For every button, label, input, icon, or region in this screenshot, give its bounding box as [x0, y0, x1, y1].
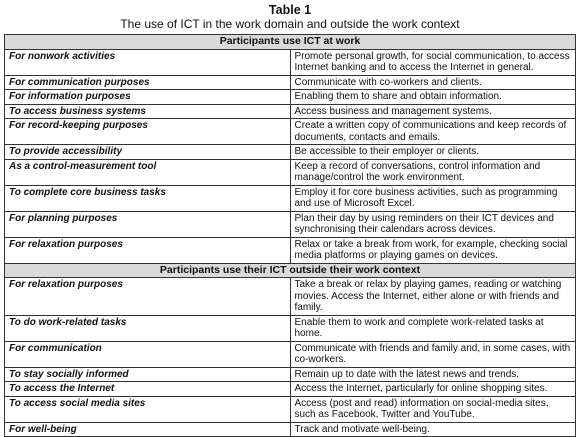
table-row [5, 185, 576, 211]
table-row [5, 237, 576, 263]
purpose-cell: To complete core business tasks [5, 185, 291, 211]
description-cell: Create a written copy of communications and keep records of documents, contacts and emails. [290, 119, 576, 145]
purpose-cell: For planning purposes [5, 211, 291, 237]
section-heading: Participants use their ICT outside their work context [5, 263, 576, 278]
table-row [5, 211, 576, 237]
description-cell: Enabling them to share and obtain information. [290, 90, 576, 105]
purpose-cell: To provide accessibility [5, 145, 291, 160]
purpose-cell: For information purposes [5, 90, 291, 105]
purpose-cell: For communication [5, 341, 291, 367]
table-row [5, 396, 576, 422]
description-cell: Access the Internet, particularly for online shopping sites. [290, 382, 576, 397]
description-cell: Communicate with co-workers and clients. [290, 75, 576, 90]
section-heading: Participants use ICT at work [5, 35, 576, 50]
purpose-cell: For well-being [5, 422, 291, 437]
table-row [5, 104, 576, 119]
table-row [5, 278, 576, 316]
purpose-cell: For nonwork activities [5, 49, 291, 75]
table-title-block [0, 0, 580, 31]
purpose-cell: To access business systems [5, 104, 291, 119]
table-row [5, 382, 576, 397]
purpose-cell: For relaxation purposes [5, 237, 291, 263]
description-cell: Communicate with friends and family and, in some cases, with co-workers. [290, 341, 576, 367]
section-header-row [5, 263, 576, 278]
description-cell: Plan their day by using reminders on their ICT devices and synchronising their calendars across devices. [290, 211, 576, 237]
table-row [5, 341, 576, 367]
purpose-cell: To stay socially informed [5, 367, 291, 382]
description-cell: Promote personal growth, for social communication, to access Internet banking and to access the Internet in general. [290, 49, 576, 75]
table-row [5, 49, 576, 75]
purpose-cell: As a control-measurement tool [5, 159, 291, 185]
purpose-cell: For relaxation purposes [5, 278, 291, 316]
table-row [5, 145, 576, 160]
purpose-cell: For record-keeping purposes [5, 119, 291, 145]
table-row [5, 315, 576, 341]
table-number: Table 1 [268, 3, 312, 17]
purpose-cell: For communication purposes [5, 75, 291, 90]
purpose-cell: To access social media sites [5, 396, 291, 422]
purpose-cell: To do work-related tasks [5, 315, 291, 341]
description-cell: Track and motivate well-being. [290, 422, 576, 437]
table-row [5, 90, 576, 105]
description-cell: Relax or take a break from work, for example, checking social media platforms or playing games on devices. [290, 237, 576, 263]
description-cell: Be accessible to their employer or clients. [290, 145, 576, 160]
table-row [5, 75, 576, 90]
table-caption: The use of ICT in the work domain and outside the work context [120, 17, 460, 31]
description-cell: Access (post and read) information on social-media sites, such as Facebook, Twitter and YouTube. [290, 396, 576, 422]
description-cell: Enable them to work and complete work-related tasks at home. [290, 315, 576, 341]
description-cell: Keep a record of conversations, control information and manage/control the work environment. [290, 159, 576, 185]
section-header-row [5, 35, 576, 50]
table-row [5, 159, 576, 185]
description-cell: Take a break or relax by playing games, reading or watching movies. Access the Internet, either alone or with friends and family. [290, 278, 576, 316]
table-row [5, 422, 576, 437]
ict-use-table [4, 34, 576, 437]
description-cell: Access business and management systems. [290, 104, 576, 119]
table-row [5, 367, 576, 382]
table-row [5, 119, 576, 145]
description-cell: Employ it for core business activities, such as programming and use of Microsoft Excel. [290, 185, 576, 211]
description-cell: Remain up to date with the latest news and trends. [290, 367, 576, 382]
purpose-cell: To access the Internet [5, 382, 291, 397]
